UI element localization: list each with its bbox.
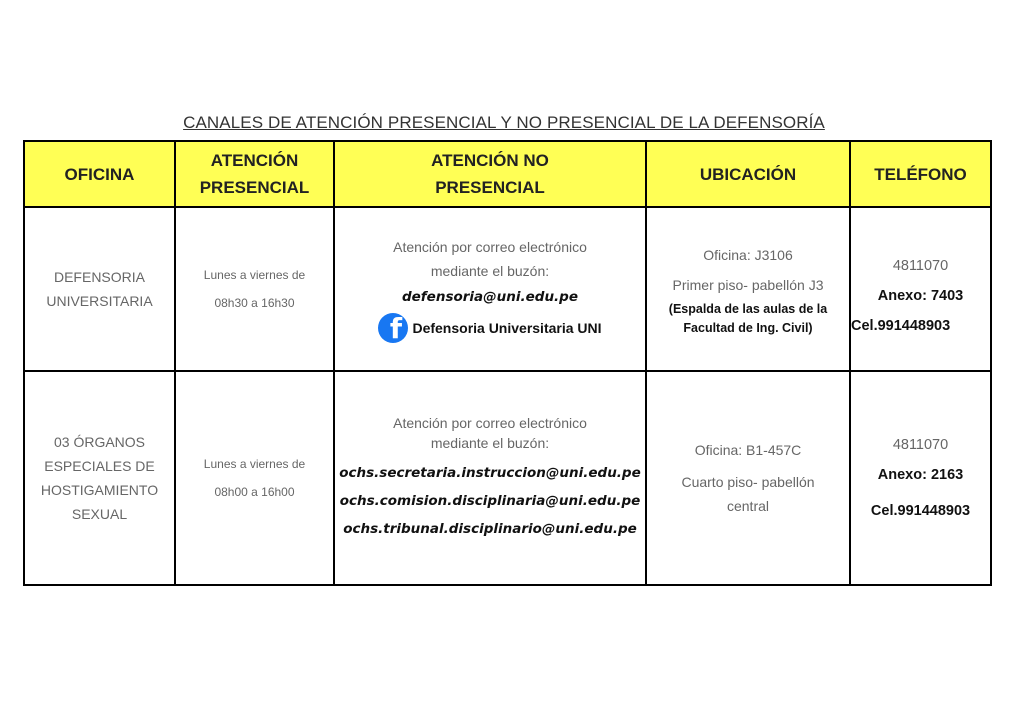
cell-atencion-no-presencial: Atención por correo electrónico mediante el buzón: ochs.secretaria.instruccion@uni.edu.pe ochs.comision.disciplinaria@uni.edu.pe ochs.tribunal.disciplinario@uni.edu.pe [334,371,646,585]
cell-telefono: 4811070 Anexo: 2163 Cel.991448903 [850,371,991,585]
cell-horario: Lunes a viernes de 08h00 a 16h00 [175,371,334,585]
email-link[interactable]: ochs.secretaria.instruccion@uni.edu.pe [339,465,641,481]
header-atencion-presencial: ATENCIÓN PRESENCIAL [175,141,334,207]
cell-horario: Lunes a viernes de 08h30 a 16h30 [175,207,334,371]
email-link[interactable]: ochs.comision.disciplinaria@uni.edu.pe [339,493,641,509]
cell-oficina: 03 ÓRGANOS ESPECIALES DE HOSTIGAMIENTO SEXUAL [24,371,175,585]
table-header-row [24,141,991,207]
email-link[interactable]: defensoria@uni.edu.pe [401,289,579,305]
cell-atencion-no-presencial: Atención por correo electrónico mediante el buzón: defensoria@uni.edu.pe f Defensoria Universitaria UNI [334,207,646,371]
header-telefono: TELÉFONO [850,141,991,207]
cell-ubicacion: Oficina: J3106 Primer piso- pabellón J3 (Espalda de las aulas de la Facultad de Ing. Civil) [646,207,850,371]
header-ubicacion: UBICACIÓN [646,141,850,207]
page-title: CANALES DE ATENCIÓN PRESENCIAL Y NO PRESENCIAL DE LA DEFENSORÍA [183,113,825,132]
cell-ubicacion: Oficina: B1-457C Cuarto piso- pabellón central [646,371,850,585]
email-link[interactable]: ochs.tribunal.disciplinario@uni.edu.pe [343,521,637,537]
cell-oficina: DEFENSORIA UNIVERSITARIA [24,207,175,371]
table-row [24,207,991,371]
facebook-icon: f [378,313,408,343]
channels-table [23,140,992,586]
header-atencion-no-presencial: ATENCIÓN NO PRESENCIAL [334,141,646,207]
table-row [24,371,991,585]
facebook-link[interactable]: f Defensoria Universitaria UNI [378,313,601,343]
header-oficina: OFICINA [24,141,175,207]
cell-telefono: 4811070 Anexo: 7403 Cel.991448903 [850,207,991,371]
